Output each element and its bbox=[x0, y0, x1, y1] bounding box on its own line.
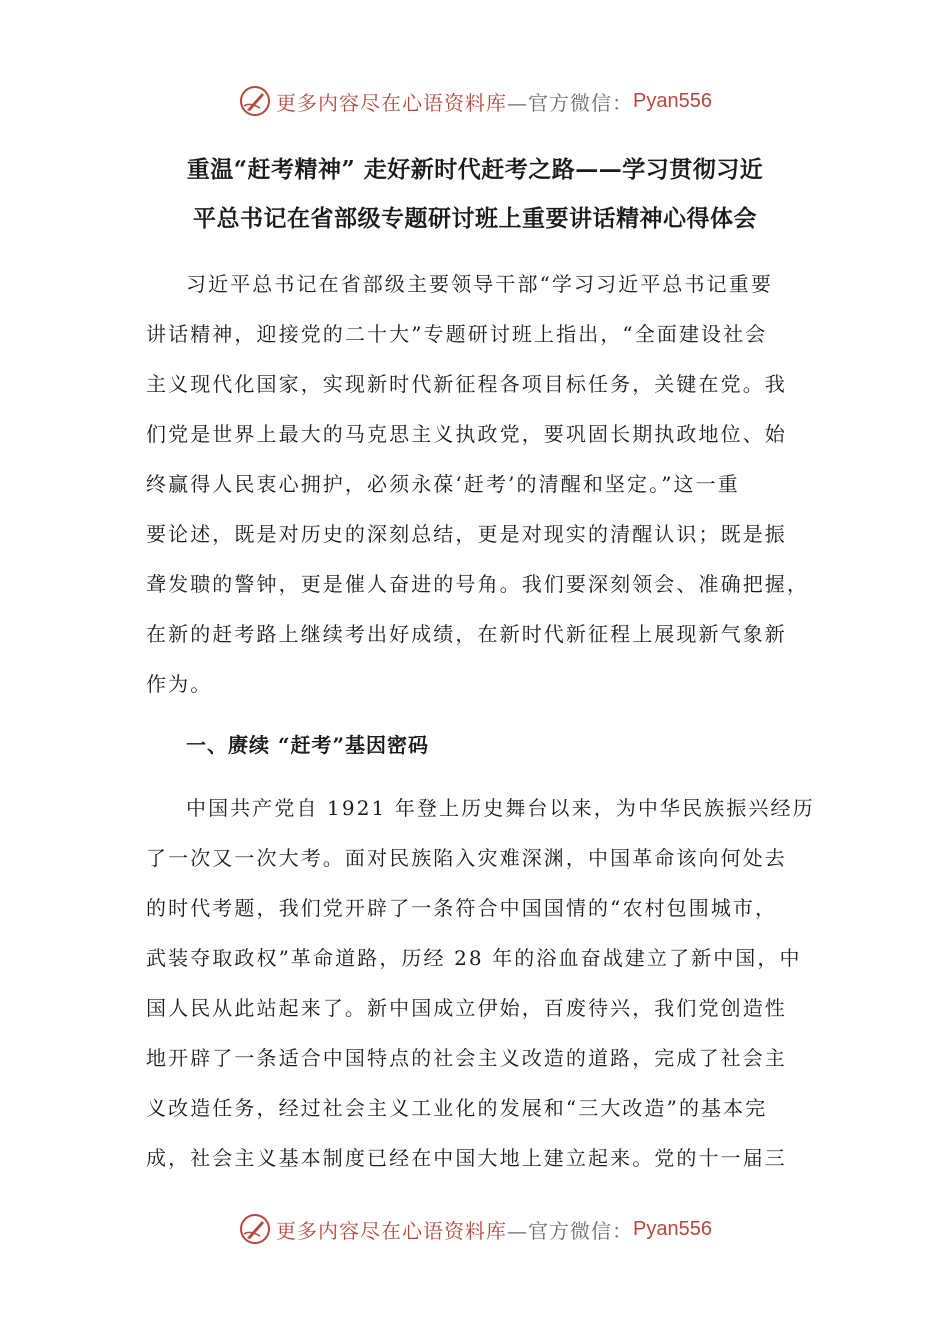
footer-banner bbox=[0, 1212, 950, 1246]
text-line: 作为。 bbox=[146, 672, 213, 696]
banner-text: 更多内容尽在心语资料库 bbox=[276, 90, 508, 115]
text-line: 国人民从此站起来了。新中国成立伊始，百废待兴，我们党创造性 bbox=[146, 996, 787, 1020]
text-line: 聋发聩的警钟，更是催人奋进的号角。我们要深刻领会、准确把握， bbox=[146, 572, 809, 596]
text-line: 成，社会主义基本制度已经在中国大地上建立起来。党的十一届三 bbox=[146, 1146, 787, 1170]
text-line: 的时代考题，我们党开辟了一条符合中国国情的“农村包围城市， bbox=[146, 896, 778, 920]
paragraph-history bbox=[146, 783, 815, 1183]
banner-wechat-id: Pyan556 bbox=[633, 1217, 712, 1240]
text-line: 主义现代化国家，实现新时代新征程各项目标任务，关键在党。我 bbox=[146, 372, 787, 396]
document-title-line-1: 重温“赶考精神” 走好新时代赶考之路——学习贯彻习近 bbox=[186, 156, 764, 183]
text-line: 义改造任务，经过社会主义工业化的发展和“三大改造”的基本完 bbox=[146, 1096, 768, 1120]
text-line: 习近平总书记在省部级主要领导干部“学习习近平总书记重要 bbox=[186, 272, 773, 296]
text-line: 地开辟了一条适合中国特点的社会主义改造的道路，完成了社会主 bbox=[146, 1046, 787, 1070]
banner-dash-text: —官方微信： bbox=[507, 90, 634, 115]
paragraph-intro bbox=[146, 259, 810, 709]
text-line: 在新的赶考路上继续考出好成绩，在新时代新征程上展现新气象新 bbox=[146, 622, 787, 646]
text-line: 们党是世界上最大的马克思主义执政党，要巩固长期执政地位、始 bbox=[146, 422, 787, 446]
text-line: 了一次又一次大考。面对民族陷入灾难深渊，中国革命该向何处去 bbox=[146, 846, 787, 870]
banner-dash-text: —官方微信： bbox=[507, 1218, 634, 1243]
banner-wechat-id: Pyan556 bbox=[633, 89, 712, 112]
text-line: 讲话精神，迎接党的二十大”专题研讨班上指出，“全面建设社会 bbox=[146, 322, 768, 346]
text-line: 终赢得人民衷心拥护，必须永葆‘赶考’的清醒和坚定。”这一重 bbox=[146, 472, 740, 496]
quill-logo-icon bbox=[238, 84, 272, 118]
quill-logo-icon bbox=[238, 1212, 272, 1246]
text-line: 要论述，既是对历史的深刻总结，更是对现实的清醒认识；既是振 bbox=[146, 522, 787, 546]
header-banner bbox=[0, 84, 950, 118]
section-heading: 一、赓续 “赶考”基因密码 bbox=[186, 733, 429, 757]
text-line: 武装夺取政权”革命道路，历经 28 年的浴血奋战建立了新中国，中 bbox=[146, 946, 802, 970]
document-title-line-2: 平总书记在省部级专题研讨班上重要讲话精神心得体会 bbox=[193, 205, 757, 232]
text-line: 中国共产党自 1921 年登上历史舞台以来，为中华民族振兴经历 bbox=[186, 796, 815, 820]
banner-text: 更多内容尽在心语资料库 bbox=[276, 1218, 508, 1243]
